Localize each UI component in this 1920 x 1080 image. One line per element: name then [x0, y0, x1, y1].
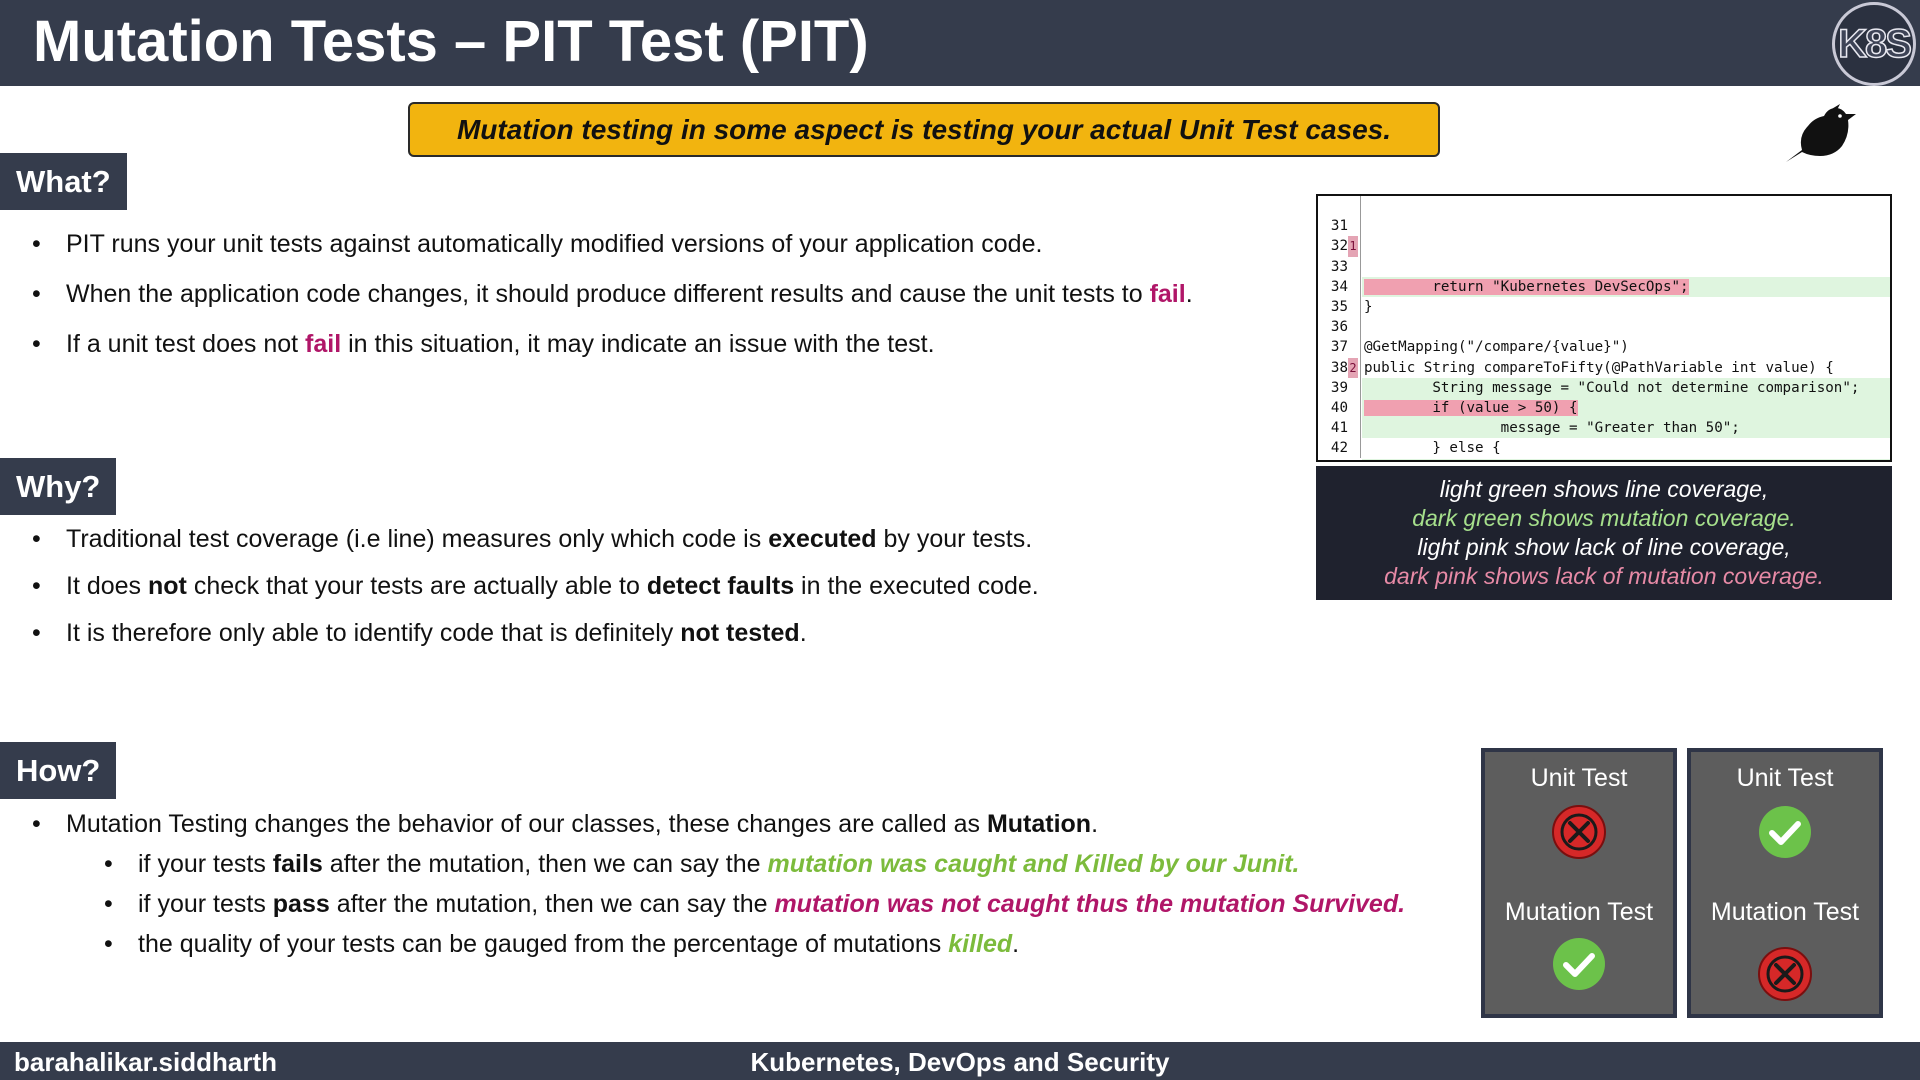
code-line: 39 } else { — [1318, 358, 1890, 378]
list-item: • When the application code changes, it should produce different results and cause the unit tests to fail. — [30, 279, 1193, 309]
list-item: • Mutation Testing changes the behavior of our classes, these changes are called as Mutation. — [30, 809, 1405, 839]
code-line: 32 } — [1318, 216, 1890, 236]
bird-icon — [1780, 96, 1862, 168]
why-bullet-list — [30, 524, 1039, 648]
card-top-label: Unit Test — [1530, 764, 1628, 792]
what-bullet-list — [30, 229, 1193, 359]
code-line: 31 1 return "Kubernetes DevSecOps"; — [1318, 196, 1890, 216]
legend-line: light green shows line coverage, — [1439, 476, 1769, 502]
list-item: • It is therefore only able to identify code that is definitely not tested. — [30, 618, 1039, 648]
list-item: • if your tests pass after the mutation, then we can say the mutation was not caught thus the mutation Survived. — [102, 889, 1405, 919]
list-item: • the quality of your tests can be gauged from the percentage of mutations killed. — [102, 929, 1405, 959]
code-line: 33 — [1318, 236, 1890, 256]
list-item: • if your tests fails after the mutation, then we can say the mutation was caught and Killed by our Junit. — [102, 849, 1405, 879]
section-label-what: What? — [0, 153, 127, 210]
code-line: 42 — [1318, 418, 1890, 438]
section-label-why: Why? — [0, 458, 116, 515]
logo-text: K8S — [1838, 21, 1910, 66]
list-item: • It does not check that your tests are actually able to detect faults in the executed code. — [30, 571, 1039, 601]
title-bar — [0, 0, 1920, 86]
card-top-label: Unit Test — [1736, 764, 1834, 792]
code-line: 41 — [1318, 398, 1890, 418]
code-line: 35 public String compareToFifty(@PathVariable int value) { — [1318, 277, 1890, 297]
code-line: 38 message = "Greater than 50"; — [1318, 337, 1890, 357]
unit-fail-mutation-pass-card — [1481, 748, 1677, 1018]
how-bullet-list — [30, 809, 1405, 959]
unit-pass-mutation-fail-card — [1687, 748, 1883, 1018]
code-line — [1318, 438, 1890, 458]
pass-check-icon — [1551, 936, 1607, 992]
list-item: • If a unit test does not fail in this situation, it may indicate an issue with the test. — [30, 329, 1193, 359]
coverage-legend — [1316, 466, 1892, 600]
card-bottom-label: Mutation Test — [1710, 898, 1860, 926]
code-line: 36 String message = "Could not determine comparison"; — [1318, 297, 1890, 317]
fail-cross-icon — [1551, 804, 1607, 860]
code-line: 40 — [1318, 378, 1890, 398]
footer-bar — [0, 1042, 1920, 1080]
legend-line: dark green shows mutation coverage. — [1412, 505, 1796, 531]
list-item: • Traditional test coverage (i.e line) measures only which code is executed by your tests. — [30, 524, 1039, 554]
code-line: 37 2 if (value > 50) { — [1318, 317, 1890, 337]
k8s-logo — [1832, 2, 1916, 86]
footer-course-title: Kubernetes, DevOps and Security — [750, 1047, 1170, 1077]
code-line: 34 @GetMapping("/compare/{value}") — [1318, 257, 1890, 277]
section-label-how: How? — [0, 742, 116, 799]
card-bottom-label: Mutation Test — [1504, 898, 1654, 926]
code-coverage-snippet — [1316, 194, 1892, 462]
fail-cross-icon — [1757, 946, 1813, 1002]
highlight-banner: Mutation testing in some aspect is testing your actual Unit Test cases. — [408, 102, 1440, 157]
legend-line: light pink show lack of line coverage, — [1417, 534, 1791, 560]
pass-check-icon — [1757, 804, 1813, 860]
page-title: Mutation Tests – PIT Test (PIT) — [33, 9, 869, 74]
legend-line: dark pink shows lack of mutation coverage. — [1384, 563, 1824, 589]
footer-author: barahalikar.siddharth — [14, 1047, 277, 1077]
list-item: • PIT runs your unit tests against automatically modified versions of your application code. — [30, 229, 1193, 259]
